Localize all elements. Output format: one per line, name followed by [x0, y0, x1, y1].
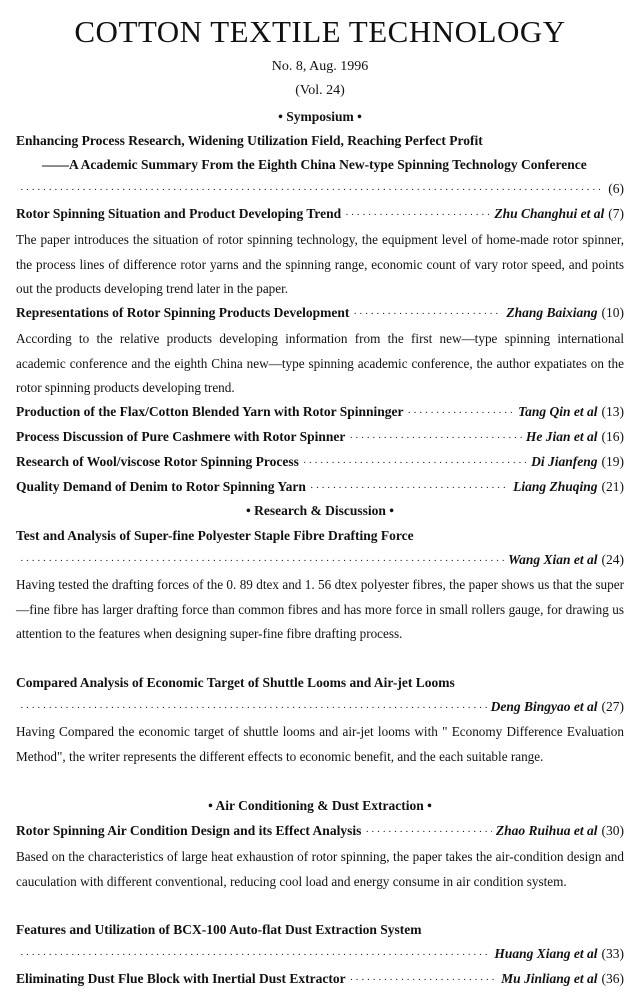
dot-leader [20, 697, 487, 719]
article-abstract: Having tested the drafting forces of the 0. 89 dtex and 1. 56 dtex polyester fibres, the paper shows us that the super—fine fibre has larger drafting force than common fibres and has more force in small rollers gauge, for drawing us attention to the features when designing super-fine fibre drafting process. [16, 577, 624, 641]
dot-leader [365, 821, 492, 843]
article-author: Zhu Changhui et al [494, 206, 605, 221]
article-title[interactable]: Features and Utilization of BCX-100 Auto-flat Dust Extraction System [16, 922, 422, 937]
toc-row [16, 476, 624, 498]
section-heading-symposium: • Symposium • [278, 109, 362, 124]
dot-leader [353, 303, 502, 325]
toc-row [16, 943, 624, 965]
article-author: Liang Zhuqing [513, 479, 598, 494]
article-title[interactable]: Test and Analysis of Super-fine Polyester Staple Fibre Drafting Force [16, 528, 414, 543]
article-author: Zhao Ruihua et al [495, 823, 598, 838]
dot-leader [310, 477, 509, 499]
dot-leader [303, 452, 527, 474]
section-heading-air-conditioning: • Air Conditioning & Dust Extraction • [208, 798, 432, 813]
dot-leader [20, 179, 600, 201]
toc-row [16, 178, 624, 200]
article-author: Tang Qin et al [518, 404, 598, 419]
article-title[interactable]: Enhancing Process Research, Widening Utilization Field, Reaching Perfect Profit [16, 133, 483, 148]
article-title[interactable]: Rotor Spinning Situation and Product Developing Trend [16, 206, 342, 221]
toc-row [16, 203, 624, 225]
page-number: (27) [601, 699, 624, 714]
article-title[interactable]: Representations of Rotor Spinning Products Development [16, 305, 350, 320]
article-author: He Jian et al [525, 429, 598, 444]
article-author: Mu Jinliang et al [501, 971, 598, 986]
article-title[interactable]: Production of the Flax/Cotton Blended Yarn with Rotor Spinninger [16, 404, 404, 419]
toc-row [16, 968, 624, 990]
article-abstract: According to the relative products developing information from the first new—type spinning international academic conference and the eighth China new—type spinning academic conference, the author expatiates on the rotor spinning products developing trend. [16, 331, 624, 395]
dot-leader [350, 969, 497, 991]
article-title[interactable]: Quality Demand of Denim to Rotor Spinning Yarn [16, 479, 306, 494]
page-number: (30) [601, 823, 624, 838]
dot-leader [408, 402, 515, 424]
toc-row [16, 426, 624, 448]
toc-row [16, 696, 624, 718]
toc-row [16, 401, 624, 423]
article-subtitle: ——A Academic Summary From the Eighth China New-type Spinning Technology Conference [42, 157, 587, 172]
page-number: (36) [601, 971, 624, 986]
page-number: (6) [608, 181, 624, 196]
page-number: (16) [601, 429, 624, 444]
article-author: Deng Bingyao et al [490, 699, 598, 714]
article-author: Wang Xian et al [508, 552, 598, 567]
article-title[interactable]: Rotor Spinning Air Condition Design and its Effect Analysis [16, 823, 362, 838]
page-number: (19) [601, 454, 624, 469]
article-abstract: Having Compared the economic target of shuttle looms and air-jet looms with " Economy Difference Evaluation Method", the writer represents the different effects to economic benefit, and the each suitable range. [16, 724, 624, 764]
article-author: Di Jianfeng [531, 454, 598, 469]
toc-row [16, 549, 624, 571]
dot-leader [345, 204, 490, 226]
page-number: (24) [601, 552, 624, 567]
page-number: (21) [601, 479, 624, 494]
section-heading-research: • Research & Discussion • [246, 503, 394, 518]
toc-row [16, 820, 624, 842]
toc-row [16, 302, 624, 324]
article-abstract: The paper introduces the situation of rotor spinning technology, the equipment level of home-made rotor spinner, the process lines of difference rotor yarns and the spinning range, economic count of vary rotor speed, and points out the products developing trend later in the paper. [16, 232, 624, 296]
article-title[interactable]: Process Discussion of Pure Cashmere with Rotor Spinner [16, 429, 346, 444]
journal-title: COTTON TEXTILE TECHNOLOGY [74, 14, 566, 49]
article-author: Huang Xiang et al [494, 946, 598, 961]
article-title[interactable]: Eliminating Dust Flue Block with Inertial Dust Extractor [16, 971, 346, 986]
article-title[interactable]: Research of Wool/viscose Rotor Spinning Process [16, 454, 299, 469]
dot-leader [20, 550, 504, 572]
page-number: (13) [601, 404, 624, 419]
article-author: Zhang Baixiang [506, 305, 598, 320]
volume-number: (Vol. 24) [295, 83, 345, 98]
page-number: (33) [601, 946, 624, 961]
article-title[interactable]: Compared Analysis of Economic Target of Shuttle Looms and Air-jet Looms [16, 675, 455, 690]
issue-number: No. 8, Aug. 1996 [271, 59, 369, 74]
dot-leader [20, 944, 490, 966]
page-number: (7) [608, 206, 624, 221]
article-abstract: Based on the characteristics of large heat exhaustion of rotor spinning, the paper takes the air-condition design and cauculation with different conventional, reducing cool load and energy consume in air condition system. [16, 849, 624, 889]
toc-row [16, 451, 624, 473]
page-number: (10) [601, 305, 624, 320]
dot-leader [349, 427, 522, 449]
